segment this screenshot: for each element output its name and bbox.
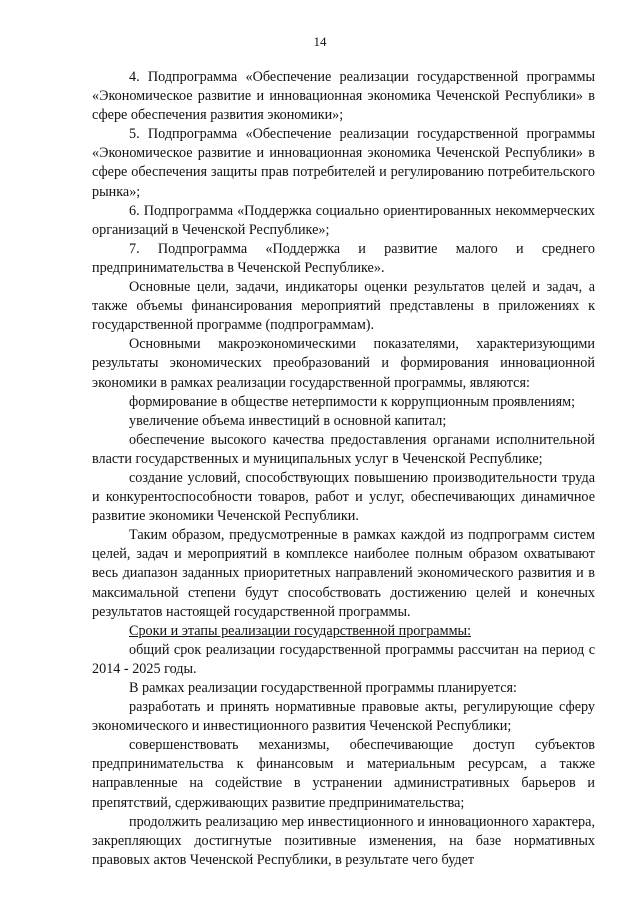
section-heading-timeline: Сроки и этапы реализации государственной программы: xyxy=(129,622,472,639)
paragraph-subprogram-5: 5. Подпрограмма «Обеспечение реализации государственной программы «Экономическое развитие и инновационная экономика Чеченской Республики» в сфере обеспечения защиты прав потребителей и регулированию потребительского рынка»; xyxy=(92,126,595,200)
paragraph-summary: Таким образом, предусмотренные в рамках каждой из подпрограмм систем целей, задач и мероприятий в комплексе наиболее полным образом охватывают весь диапазон заданных приоритетных направлений экономического развития и в максимальной степени будут способствовать достижению целей и конечных результатов настоящей государственной программы. xyxy=(92,527,595,620)
document-body xyxy=(92,68,595,870)
list-item-mechanisms: совершенствовать механизмы, обеспечивающие доступ субъектов предпринимательства к финансовым и материальным ресурсам, а также направленные на содействие в устранении административных барьеров и препятствий, сдерживающих развитие предпринимательства; xyxy=(92,737,595,811)
paragraph-plan-intro: В рамках реализации государственной программы планируется: xyxy=(129,680,517,696)
paragraph-subprogram-6: 6. Подпрограмма «Поддержка социально ориентированных некоммерческих организаций в Чеченской Республике»; xyxy=(92,202,595,238)
paragraph-subprogram-7: 7. Подпрограмма «Поддержка и развитие малого и среднего предпринимательства в Чеченской Республике». xyxy=(92,240,595,276)
paragraph-goals: Основные цели, задачи, индикаторы оценки результатов целей и задач, а также объемы финансирования мероприятий представлены в приложениях к государственной программе (подпрограммам). xyxy=(92,279,595,334)
list-item-anticorruption: формирование в обществе нетерпимости к коррупционным проявлениям; xyxy=(129,393,576,410)
list-item-productivity: создание условий, способствующих повышению производительности труда и конкурентоспособности товаров, работ и услуг, обеспечивающих динамичное развитие экономики Чеченской Республики. xyxy=(92,469,595,525)
list-item-legal-acts: разработать и принять нормативные правовые акты, регулирующие сферу экономического и инвестиционного развития Чеченской Республики; xyxy=(92,699,595,735)
list-item-continue-measures: продолжить реализацию мер инвестиционного и инновационного характера, закрепляющих достигнутые позитивные изменения, на базе нормативных правовых актов Чеченской Республики, в результате чего будет xyxy=(92,813,595,868)
paragraph-subprogram-4: 4. Подпрограмма «Обеспечение реализации государственной программы «Экономическое развитие и инновационная экономика Чеченской Республики» в сфере обеспечения развития экономики»; xyxy=(92,69,595,124)
list-item-services-quality: обеспечение высокого качества предоставления органами исполнительной власти государственных и муниципальных услуг в Чеченской Республике; xyxy=(92,431,595,467)
paragraph-indicators-intro: Основными макроэкономическими показателями, характеризующими результаты экономических преобразований и формирования инновационной экономики в рамках реализации государственной программы, являются: xyxy=(92,336,595,391)
page-number: 14 xyxy=(313,34,327,49)
list-item-investment: увеличение объема инвестиций в основной капитал; xyxy=(129,412,447,429)
paragraph-period: общий срок реализации государственной программы рассчитан на период с 2014 - 2025 годы. xyxy=(92,641,595,677)
